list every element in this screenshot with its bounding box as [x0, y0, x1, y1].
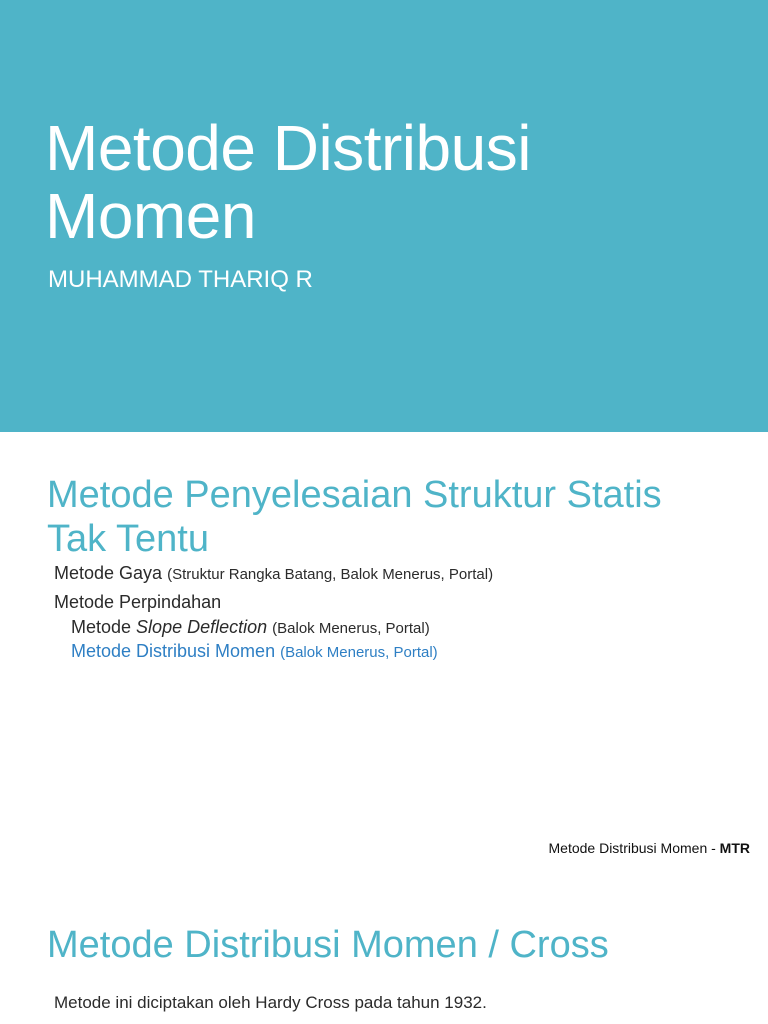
method-item-label: Metode Gaya [54, 563, 163, 583]
methods-slide [0, 432, 768, 868]
method-item-label-prefix: Metode [71, 617, 137, 637]
title-slide [0, 0, 768, 432]
methods-slide-title [47, 473, 662, 561]
method-item-perpindahan [54, 592, 221, 613]
author-name: MUHAMMAD THARIQ R [48, 266, 313, 293]
method-item-note: (Balok Menerus, Portal) [280, 644, 438, 661]
cross-slide [0, 868, 768, 1024]
method-item-note: (Struktur Rangka Batang, Balok Menerus, Portal) [167, 566, 494, 583]
method-item-label: Metode Distribusi Momen [71, 641, 276, 661]
cross-slide-title: Metode Distribusi Momen / Cross [47, 924, 609, 966]
footer-author-initials: MTR [719, 840, 750, 856]
methods-title-line-1: Metode Penyelesaian Struktur Statis [47, 474, 662, 516]
method-item-label-italic: Slope Deflection [136, 617, 268, 637]
method-item-label: Metode Perpindahan [54, 592, 222, 612]
footer-text: Metode Distribusi Momen - [548, 840, 720, 856]
presentation-title-line-2: Momen [45, 180, 256, 252]
presentation-title-line-1: Metode Distribusi [45, 112, 531, 184]
slide-footer [549, 840, 751, 856]
presentation-title [45, 114, 531, 250]
method-item-gaya [54, 563, 493, 584]
method-item-note: (Balok Menerus, Portal) [272, 620, 430, 637]
method-item-slope-deflection [71, 617, 430, 638]
methods-title-line-2: Tak Tentu [47, 518, 209, 560]
cross-slide-text: Metode ini diciptakan oleh Hardy Cross pada tahun 1932. [54, 993, 487, 1012]
method-item-distribusi-momen [71, 641, 438, 662]
